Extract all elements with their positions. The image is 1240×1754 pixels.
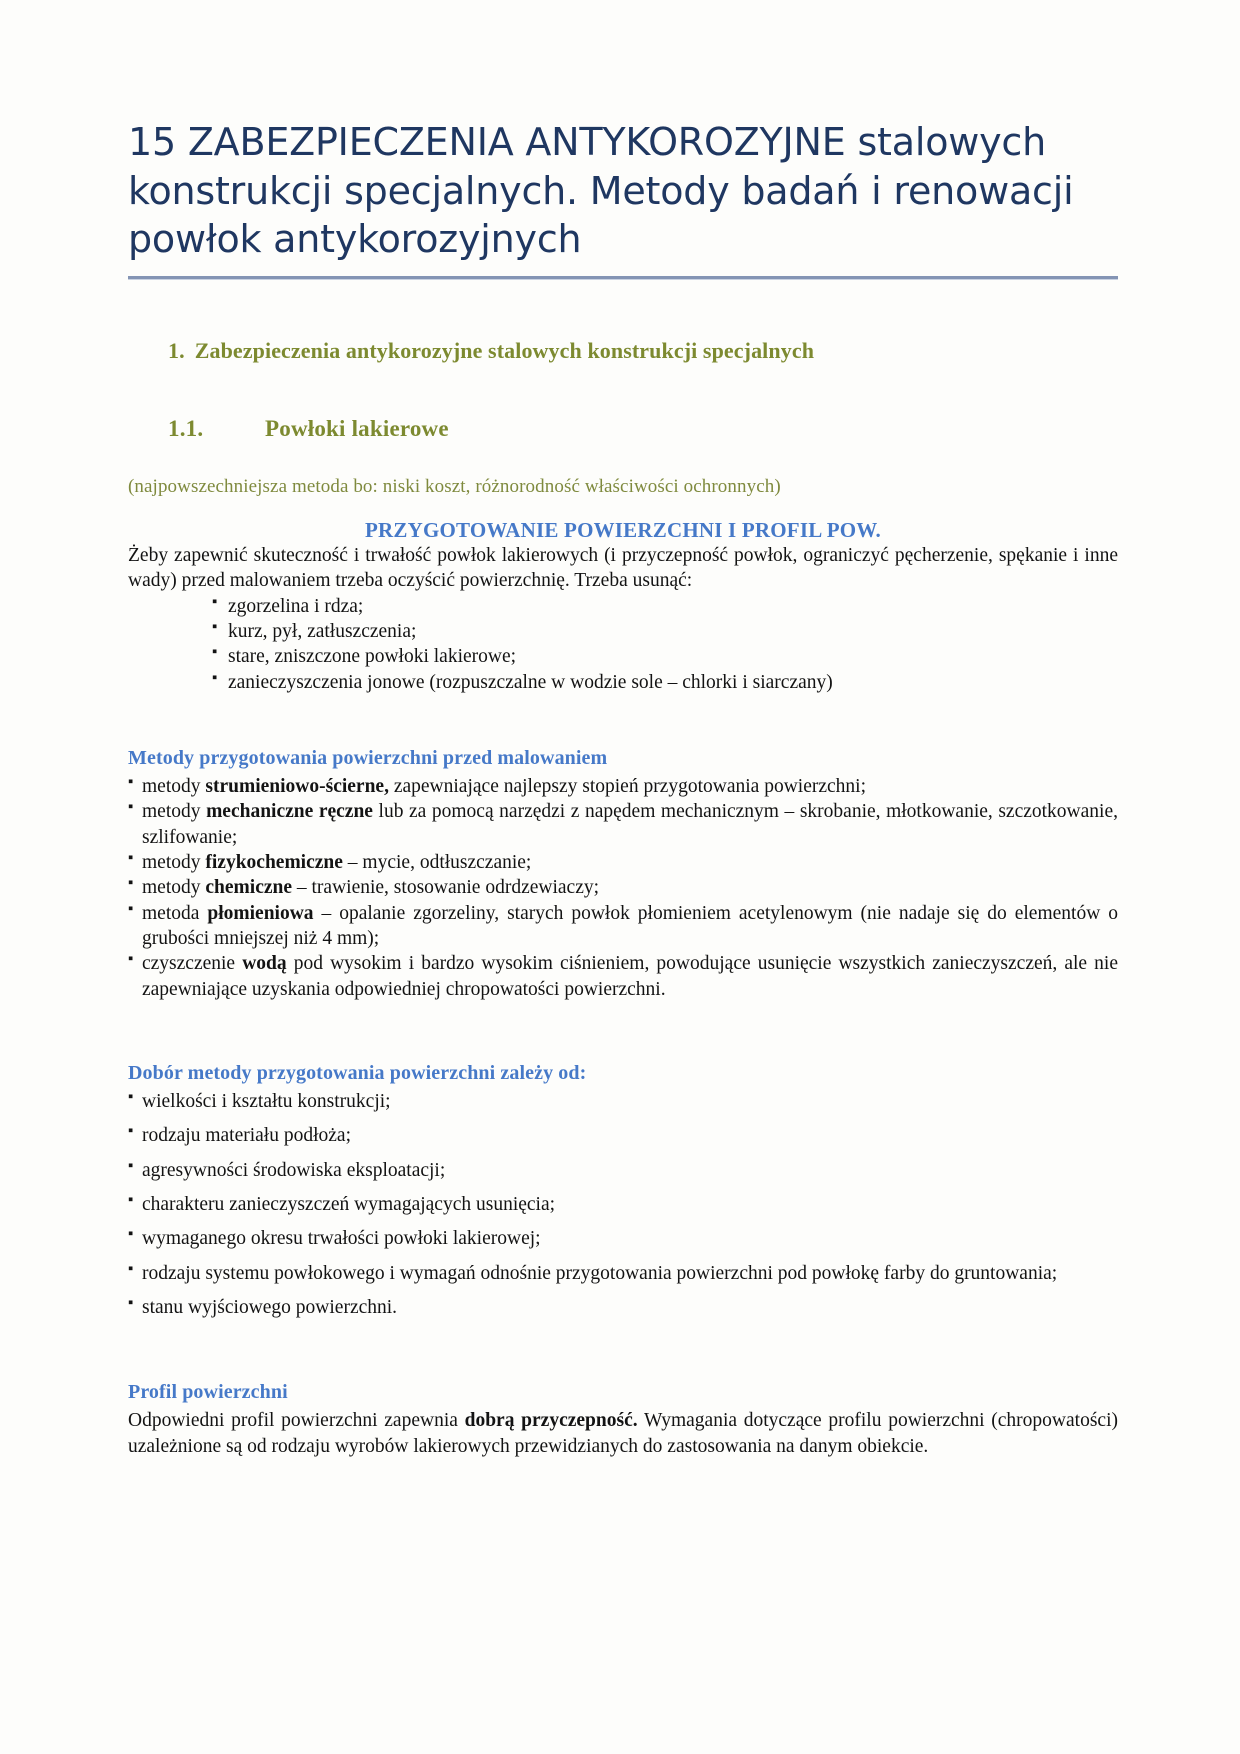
list-item: ▪ stare, zniszczone powłoki lakierowe; [212,644,1118,669]
list-item: ▪ metody fizykochemiczne – mycie, odtłuszczanie; [128,850,1118,875]
list-item: ▪ stanu wyjściowego powierzchni. [128,1295,1118,1320]
selection-list [128,1089,1118,1320]
title-line-1 [128,118,1112,167]
list-item: ▪ charakteru zanieczyszczeń wymagających usunięcia; [128,1192,1118,1217]
profile-text [128,1408,1118,1459]
list-item: ▪ metody mechaniczne ręczne lub za pomocą narzędzi z napędem mechanicznym – skrobanie, młotkowanie, szczotkowanie, szlifowanie; [128,799,1118,850]
list-item: ▪ agresywności środowiska eksploatacji; [128,1158,1118,1183]
section-1-1-heading [168,416,1118,442]
list-item: ▪ rodzaju systemu powłokowego i wymagań odnośnie przygotowania powierzchni pod powłokę farby do gruntowania; [128,1261,1118,1286]
profile-text-post: Wymagania dotyczące profilu powierzchni (chropowatości) uzależnione są od rodzaju wyrobów lakierowych przewidzianych do zastosowania na danym obiekcie. [128,1410,1118,1457]
section-1-1-title: Powłoki lakierowe [265,415,449,441]
selection-heading: Dobór metody przygotowania powierzchni zależy od: [128,1062,587,1085]
surface-prep-intro: Żeby zapewnić skuteczność i trwałość powłok lakierowych (i przyczepność powłok, ograniczyć pęcherzenie, spękanie i inne wady) przed malowaniem trzeba oczyścić powierzchnię. Trzeba usunąć: [128,544,1118,592]
page-title [128,118,1118,264]
methods-heading: Metody przygotowania powierzchni przed malowaniem [128,746,608,769]
list-item: ▪ metoda płomieniowa – opalanie zgorzeliny, starych powłok płomieniem acetylenowym (nie nadaje się do elementów o grubości mniejszej niż 4 mm); [128,901,1118,952]
section-1-number: 1. [168,337,185,363]
section-1-title: Zabezpieczenia antykorozyjne stalowych konstrukcji specjalnych [194,337,815,363]
title-line-3: powłok antykorozyjnych [128,217,582,262]
section-1-heading [168,338,1118,364]
list-item: ▪ kurz, pył, zatłuszczenia; [212,619,1118,644]
profile-text-pre: Odpowiedni profil powierzchni zapewnia [128,1410,465,1432]
list-item: ▪ czyszczenie wodą pod wysokim i bardzo wysokim ciśnieniem, powodujące usunięcie wszystkich zanieczyszczeń, ale nie zapewniające uzyskania odpowiedniej chropowatości powierzchni. [128,951,1118,1002]
list-item: ▪ zanieczyszczenia jonowe (rozpuszczalne w wodzie sole – chlorki i siarczany) [212,670,1118,695]
title-line-2 [128,167,1112,216]
section-1-1-number: 1.1. [168,415,204,441]
list-item: ▪ wielkości i kształtu konstrukcji; [128,1089,1118,1114]
list-item: ▪ rodzaju materiału podłoża; [128,1123,1118,1148]
profile-heading: Profil powierzchni [128,1381,288,1404]
title-line-1-text: 15 ZABEZPIECZENIA ANTYKOROZYJNE stalowych [128,120,1046,164]
title-line-2-text: konstrukcji specjalnych. Metody badań i renowacji [128,168,1074,213]
title-divider [128,276,1118,280]
list-item: ▪ wymaganego okresu trwałości powłoki lakierowej; [128,1226,1118,1251]
methods-list [128,774,1118,1002]
remove-items-list [212,594,1118,695]
list-item: ▪ metody strumieniowo-ścierne, zapewniające najlepszy stopień przygotowania powierzchni; [128,774,1118,799]
list-item: ▪ zgorzelina i rdza; [212,594,1118,619]
list-item: ▪ metody chemiczne – trawienie, stosowanie odrdzewiaczy; [128,875,1118,900]
section-1-1-note: (najpowszechniejsza metoda bo: niski koszt, różnorodność właściwości ochronnych) [128,475,781,497]
profile-text-bold: dobrą przyczepność. [464,1410,638,1432]
surface-prep-heading: PRZYGOTOWANIE POWIERZCHNI I PROFIL POW. [365,517,881,542]
